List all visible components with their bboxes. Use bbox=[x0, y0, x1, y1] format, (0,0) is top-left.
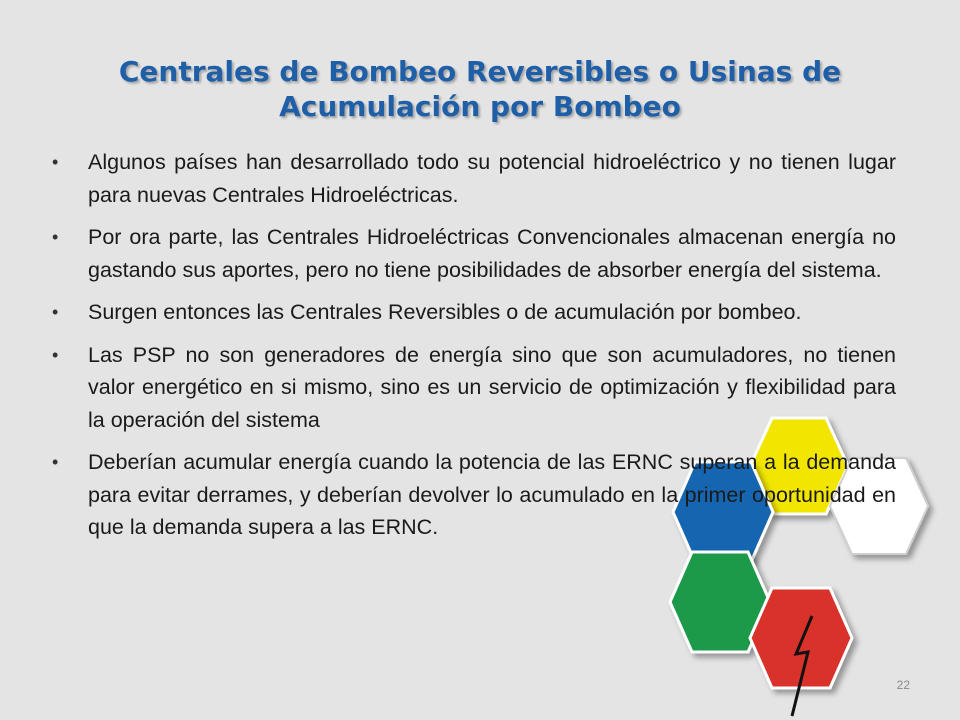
bullet-text: Deberían acumular energía cuando la potencia de las ERNC superan a la demanda para evitar derrames, y deberían devolver lo acumulado en la primer oportunidad en que la demanda supera a las ERNC. bbox=[88, 450, 896, 539]
title-line-1: Centrales de Bombeo Reversibles o Usinas de bbox=[118, 55, 842, 88]
bullet-text: Por ora parte, las Centrales Hidroeléctricas Convencionales almacenan energía no gastando sus aportes, pero no tiene posibilidades de absorber energía del sistema. bbox=[88, 225, 896, 282]
bullet-item bbox=[50, 446, 896, 544]
bullet-marker: • bbox=[52, 227, 59, 247]
bullet-text: Surgen entonces las Centrales Reversibles o de acumulación por bombeo. bbox=[88, 300, 802, 324]
title-line-2: Acumulación por Bombeo bbox=[279, 90, 681, 123]
bullet-item bbox=[50, 296, 896, 329]
bullet-item bbox=[50, 339, 896, 437]
bullet-marker: • bbox=[52, 344, 59, 365]
red-hexagon bbox=[750, 588, 852, 688]
bullet-marker: • bbox=[52, 302, 59, 322]
bullet-list bbox=[50, 146, 896, 554]
bullet-marker: • bbox=[52, 152, 59, 172]
bullet-text: Algunos países han desarrollado todo su potencial hidroeléctrico y no tienen lugar para nuevas Centrales Hidroeléctricas. bbox=[88, 150, 896, 207]
bullet-item bbox=[50, 146, 896, 211]
page-number: 22 bbox=[896, 678, 910, 692]
slide-title bbox=[40, 54, 920, 124]
bullet-item bbox=[50, 221, 896, 286]
bullet-text: Las PSP no son generadores de energía sino que son acumuladores, no tienen valor energético en si mismo, sino es un servicio de optimización y flexibilidad para la operación del sistema bbox=[88, 342, 896, 432]
bullet-marker: • bbox=[52, 452, 59, 472]
